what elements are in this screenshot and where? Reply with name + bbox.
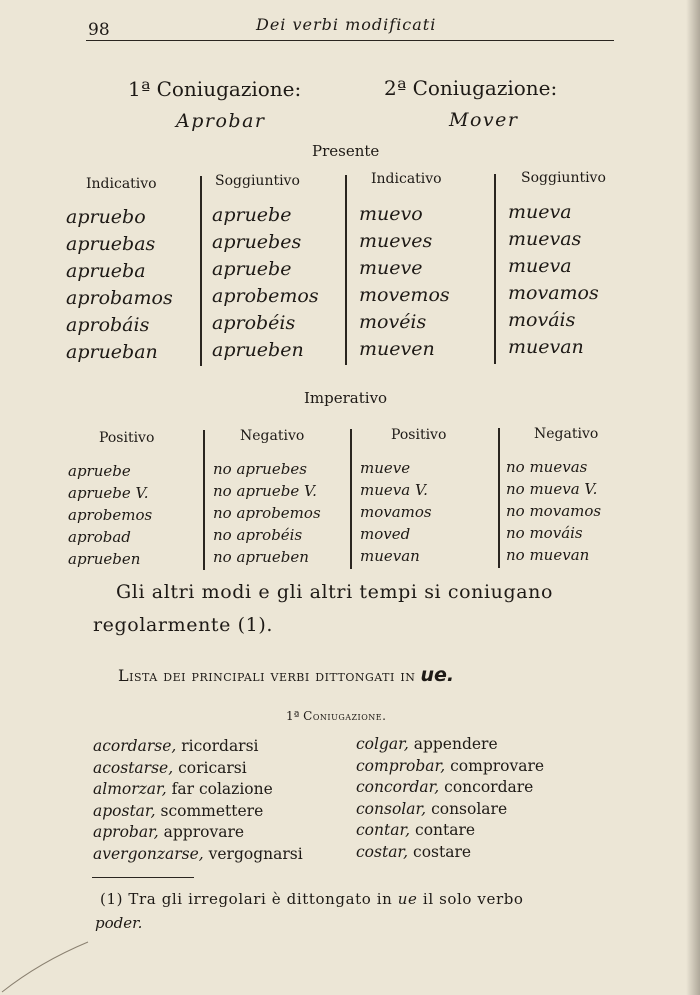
conjugation-form: movéis xyxy=(359,311,427,333)
footnote-line-2: poder. xyxy=(95,914,143,932)
conjugation-form: no movamos xyxy=(506,502,602,520)
note-line-2: regolarmente (1). xyxy=(93,614,273,636)
conjugation-form: no muevan xyxy=(506,546,590,564)
spanish-verb: apostar, xyxy=(93,801,156,820)
list-item xyxy=(356,799,544,821)
italian-translation: ricordarsi xyxy=(181,737,259,755)
italian-translation: vergognarsi xyxy=(208,844,303,863)
list-item xyxy=(93,822,303,844)
conjugation-form: apruebas xyxy=(66,233,156,255)
spanish-verb: colgar, xyxy=(356,735,409,753)
conjugation-form: no aprobéis xyxy=(213,526,303,544)
conjugation-form: mueva xyxy=(508,255,572,277)
conjugation-form: mueve xyxy=(359,257,423,279)
footnote-emphasis: ue xyxy=(397,890,418,908)
italian-translation: far colazione xyxy=(171,780,273,798)
conjugation-1-verb: Aprobar xyxy=(176,110,266,132)
spanish-verb: aprobar, xyxy=(93,823,159,841)
italian-translation: concordare xyxy=(444,778,534,796)
italian-translation: approvare xyxy=(163,823,245,841)
conjugation-form: mueve xyxy=(360,459,411,477)
conjugation-form: aprobamos xyxy=(66,287,173,309)
conjugation-form: no aprueben xyxy=(213,548,309,566)
spanish-verb: avergonzarse, xyxy=(93,844,204,863)
conjugation-form: apruebe V. xyxy=(68,484,149,502)
verb-list-right xyxy=(356,734,544,863)
spanish-verb: contar, xyxy=(356,821,411,839)
conjugation-2-verb: Mover xyxy=(449,109,519,131)
conjugation-1-label: 1ª Coniugazione: xyxy=(128,77,302,101)
conjugation-form: apruebe xyxy=(212,258,292,280)
presente-divider-1 xyxy=(200,176,202,366)
conjugation-form: aprueben xyxy=(68,550,141,568)
conjugation-form: muevo xyxy=(359,203,423,225)
conjugation-form: aprobemos xyxy=(68,506,153,524)
list-subtitle-text: Coniugazione. xyxy=(303,709,387,723)
conjugation-form: aprobad xyxy=(68,528,131,546)
list-item xyxy=(356,734,544,756)
italian-translation: appendere xyxy=(413,735,498,753)
page-crease-mark xyxy=(0,940,90,995)
list-item xyxy=(93,736,303,758)
conjugation-form: aprueben xyxy=(212,339,304,361)
imperativo-divider-1 xyxy=(203,430,205,570)
conjugation-form: aprobáis xyxy=(66,314,150,336)
conjugation-form: apruebe xyxy=(68,462,131,480)
spanish-verb: concordar, xyxy=(356,778,440,796)
footnote-text-end: il solo verbo xyxy=(422,890,524,908)
footnote-line-1 xyxy=(100,890,524,908)
conjugation-form: mueves xyxy=(359,230,433,252)
conjugation-form: apruebe xyxy=(212,204,292,226)
imperativo-divider-3 xyxy=(498,428,500,568)
conjugation-form: aprueba xyxy=(66,260,146,282)
italian-translation: scommettere xyxy=(160,801,264,820)
presente-indicativo-mover xyxy=(359,201,450,363)
list-title-ue: ue. xyxy=(420,664,455,686)
list-item xyxy=(356,756,544,778)
spanish-verb: costar, xyxy=(356,842,409,861)
conjugation-form: aprobemos xyxy=(212,285,319,307)
conjugation-form: apruebo xyxy=(66,206,146,228)
footnote-rule xyxy=(92,877,194,878)
italian-translation: costare xyxy=(413,842,472,861)
presente-soggiuntivo-aprobar xyxy=(212,202,319,364)
imperativo-positivo-aprobar xyxy=(68,460,152,570)
italian-translation: comprovare xyxy=(450,756,545,775)
conjugation-form: muevan xyxy=(508,336,584,358)
conjugation-form: no mueva V. xyxy=(506,480,598,498)
presente-soggiuntivo-mover xyxy=(508,199,599,361)
spanish-verb: almorzar, xyxy=(93,780,167,798)
conjugation-form: muevas xyxy=(508,228,582,250)
imperativo-header-3: Positivo xyxy=(391,427,447,443)
presente-header-3: Indicativo xyxy=(371,171,442,187)
italian-translation: consolare xyxy=(431,799,508,818)
list-subtitle-number: 1ª xyxy=(286,709,300,723)
imperativo-header-1: Positivo xyxy=(99,430,155,446)
imperativo-negativo-aprobar xyxy=(213,458,321,568)
header-rule xyxy=(86,40,614,41)
conjugation-form: no aprobemos xyxy=(213,504,321,522)
note-line-1: Gli altri modi e gli altri tempi si coniugano xyxy=(116,581,554,603)
presente-title: Presente xyxy=(312,142,380,160)
spanish-verb: consolar, xyxy=(356,799,427,818)
presente-header-1: Indicativo xyxy=(86,176,157,192)
imperativo-header-4: Negativo xyxy=(534,426,599,442)
list-item xyxy=(356,777,544,799)
running-title: Dei verbi modificati xyxy=(256,15,437,34)
list-subtitle xyxy=(286,709,386,723)
conjugation-form: apruebes xyxy=(212,231,302,253)
presente-header-2: Soggiuntivo xyxy=(215,173,300,189)
list-item xyxy=(356,820,544,842)
verb-list-left xyxy=(93,736,303,865)
conjugation-2-label: 2ª Coniugazione: xyxy=(384,76,558,100)
page-number: 98 xyxy=(88,20,110,40)
spanish-verb: comprobar, xyxy=(356,756,446,775)
conjugation-form: muevan xyxy=(360,547,420,565)
conjugation-form: no mováis xyxy=(506,524,583,542)
spanish-verb: acostarse, xyxy=(93,758,174,777)
conjugation-form: aprobéis xyxy=(212,312,296,334)
conjugation-form: no apruebes xyxy=(213,460,307,478)
list-item xyxy=(93,758,303,780)
spanish-verb: acordarse, xyxy=(93,737,177,755)
conjugation-form: mueva xyxy=(508,201,572,223)
imperativo-positivo-mover xyxy=(360,457,432,567)
presente-header-4: Soggiuntivo xyxy=(521,170,606,186)
list-title xyxy=(118,664,454,686)
list-title-text: Lista dei principali verbi dittongati in xyxy=(118,666,416,685)
conjugation-form: no muevas xyxy=(506,458,588,476)
imperativo-divider-2 xyxy=(350,429,352,569)
footnote-text: (1) Tra gli irregolari è dittongato in xyxy=(100,890,393,908)
conjugation-form: movemos xyxy=(359,284,450,306)
imperativo-title: Imperativo xyxy=(304,389,388,407)
list-item xyxy=(356,842,544,864)
italian-translation: coricarsi xyxy=(178,758,247,777)
conjugation-form: mováis xyxy=(508,309,576,331)
presente-divider-2 xyxy=(345,175,347,365)
page-edge-shadow xyxy=(686,0,700,995)
presente-divider-3 xyxy=(494,174,496,364)
imperativo-header-2: Negativo xyxy=(240,428,305,444)
conjugation-form: movamos xyxy=(360,503,432,521)
list-item xyxy=(93,779,303,801)
conjugation-form: no apruebe V. xyxy=(213,482,317,500)
conjugation-form: aprueban xyxy=(66,341,158,363)
imperativo-negativo-mover xyxy=(506,456,601,566)
presente-indicativo-aprobar xyxy=(66,204,173,366)
conjugation-form: mueven xyxy=(359,338,435,360)
conjugation-form: movamos xyxy=(508,282,599,304)
conjugation-form: mueva V. xyxy=(360,481,428,499)
conjugation-form: moved xyxy=(360,525,411,543)
list-item xyxy=(93,801,303,823)
italian-translation: contare xyxy=(415,821,476,839)
list-item xyxy=(93,844,303,866)
